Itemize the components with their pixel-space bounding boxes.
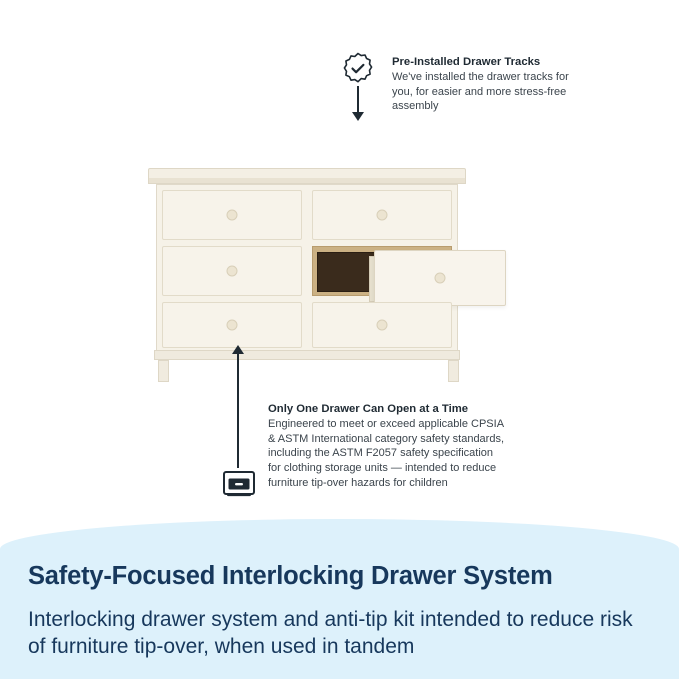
drawer-knob-icon: [227, 210, 238, 221]
drawer-top-right: [312, 190, 452, 240]
open-drawer-front: [374, 250, 506, 306]
drawer-knob-icon: [377, 320, 388, 331]
dresser-leg-left: [158, 360, 169, 382]
callout-body: We've installed the drawer tracks for you, for easier and more stress-free assembly: [392, 71, 569, 113]
dresser-leg-right: [448, 360, 459, 382]
drawer-bottom-left: [162, 302, 302, 348]
callout-leader-arrow-top: [352, 112, 364, 121]
drawer-knob-icon: [435, 273, 446, 284]
drawer-middle-left: [162, 246, 302, 296]
check-badge-icon: [341, 52, 375, 86]
callout-one-drawer-at-a-time: [268, 402, 508, 490]
drawer-knob-icon: [377, 210, 388, 221]
drawer-track-interior: [317, 252, 375, 292]
drawer-icon: [222, 468, 256, 498]
drawer-bottom-right: [312, 302, 452, 348]
drawer-knob-icon: [227, 320, 238, 331]
drawer-knob-icon: [227, 266, 238, 277]
banner-headline: Safety-Focused Interlocking Drawer System: [28, 561, 553, 590]
callout-leader-line-bottom: [237, 352, 239, 468]
banner-subhead: Interlocking drawer system and anti-tip kit intended to reduce risk of furniture tip-over, when used in tandem: [28, 608, 633, 659]
callout-title: Only One Drawer Can Open at a Time: [268, 403, 469, 415]
callout-body: Engineered to meet or exceed applicable CPSIA & ASTM International category safety standards, including the ASTM F2057 safety specification for clothing storage units — intended to reduce furniture tip-over hazards for children: [268, 418, 505, 489]
drawer-top-left: [162, 190, 302, 240]
dresser-base-rail: [154, 350, 460, 360]
callout-pre-installed-drawer-tracks: [392, 55, 592, 114]
callout-title: Pre-Installed Drawer Tracks: [392, 56, 541, 68]
callout-leader-line-top: [357, 86, 359, 114]
dresser-illustration: [140, 160, 510, 395]
